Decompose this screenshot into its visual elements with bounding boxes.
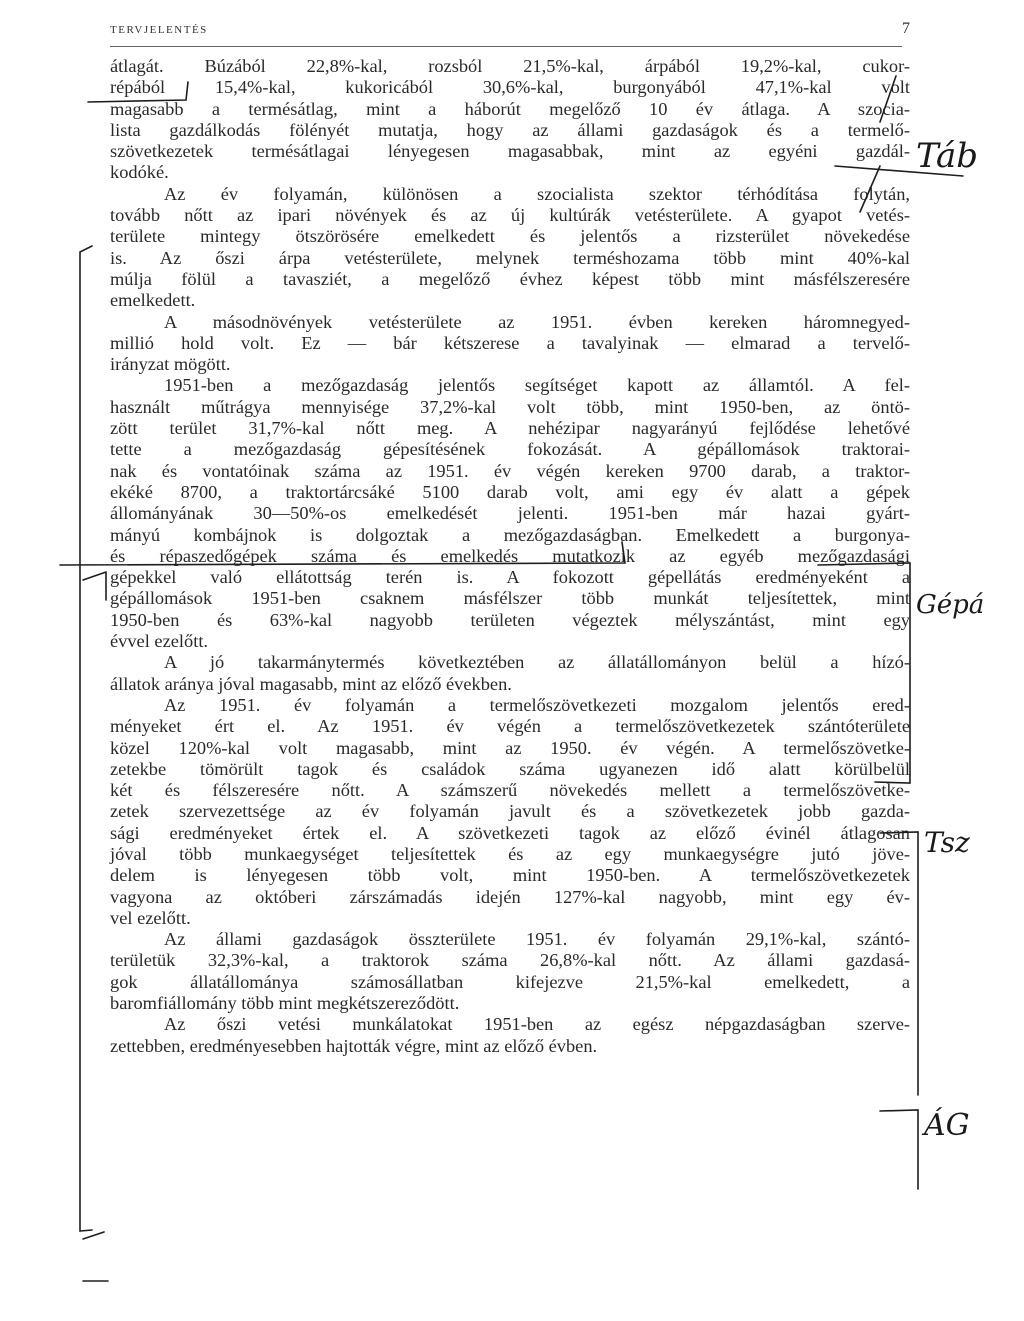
paragraph bbox=[110, 184, 910, 312]
document-body bbox=[110, 56, 910, 1057]
page-header bbox=[110, 22, 910, 48]
text-line: múlja fölül a tavasziét, a megelőző évhez képest több mint másfélszeresére bbox=[110, 268, 910, 289]
text-line: zetekbe tömörült tagok és családok száma ugyanezen idő alatt körülbelül bbox=[110, 758, 910, 779]
text-line: répából 15,4%-kal, kukoricából 30,6%-kal, burgonyából 47,1%-kal volt bbox=[110, 77, 910, 98]
header-rule bbox=[110, 46, 902, 47]
pencil-arrow-left bbox=[83, 572, 106, 600]
text-line: vagyona az októberi zárszámadás idején 127%-kal nagyobb, mint egy év- bbox=[110, 886, 910, 907]
text-line: Az év folyamán, különösen a szocialista szektor térhódítása folytán, bbox=[164, 183, 910, 204]
text-line: baromfiállomány több mint megkétszereződött. bbox=[110, 993, 460, 1014]
margin-note-gepa: Gépá bbox=[916, 590, 985, 620]
text-line: sági eredményeket értek el. A szövetkezeti tagok az előző évinél átlagosan bbox=[110, 822, 910, 843]
page-number: 7 bbox=[902, 20, 910, 37]
text-line: 1950-ben és 63%-kal nagyobb területen végeztek mélyszántást, mint egy bbox=[110, 609, 910, 630]
text-line: állatok aránya jóval magasabb, mint az előző években. bbox=[110, 673, 512, 694]
text-line: millió hold volt. Ez — bár kétszerese a tavalyinak — elmarad a tervelő- bbox=[110, 332, 910, 353]
text-line: állományának 30—50%-os emelkedését jelenti. 1951-ben már hazai gyárt- bbox=[110, 503, 910, 524]
text-line: használt műtrágya mennyisége 37,2%-kal volt több, mint 1950-ben, az öntö- bbox=[110, 396, 910, 417]
pencil-bracket-left bbox=[80, 246, 92, 1231]
text-line: gépekkel való ellátottság terén is. A fokozott gépellátás eredményeként a bbox=[110, 567, 910, 588]
margin-note-tab: Táb bbox=[916, 136, 979, 176]
text-line: két és félszeresére nőtt. A számszerű növekedés mellett a termelőszövetke- bbox=[110, 780, 910, 801]
text-line: A másodnövények vetésterülete az 1951. évben kereken háromnegyed- bbox=[164, 311, 910, 332]
text-line: átlagát. Búzából 22,8%-kal, rozsból 21,5%-kal, árpából 19,2%-kal, cukor- bbox=[110, 56, 910, 76]
pencil-bracket-bottom bbox=[83, 1232, 104, 1239]
text-line: jóval több munkaegységet teljesítettek és az egy munkaegységre jutó jöve- bbox=[110, 843, 910, 864]
text-line: tette a mezőgazdaság gépesítésének fokozását. A gépállomások traktorai- bbox=[110, 439, 910, 460]
paragraph bbox=[110, 929, 910, 1014]
running-title: TERVJELENTÉS bbox=[110, 24, 208, 36]
text-line: területe mintegy ötszörösére emelkedett és jelentős a rizsterület növekedése bbox=[110, 226, 910, 247]
text-line: magasabb a termésátlag, mint a háborút megelőző 10 év átlaga. A szocia- bbox=[110, 98, 910, 119]
text-line: szövetkezetek termésátlagai lényegesen magasabbak, mint az egyéni gazdál- bbox=[110, 141, 910, 162]
text-line: évvel ezelőtt. bbox=[110, 631, 209, 652]
paragraph bbox=[110, 695, 910, 929]
text-line: közel 120%-kal volt magasabb, mint az 1950. év végén. A termelőszövetke- bbox=[110, 737, 910, 758]
text-line: Az őszi vetési munkálatokat 1951-ben az egész népgazdaságban szerve- bbox=[164, 1014, 910, 1035]
text-line: gépállomások 1951-ben csaknem másfélszer több munkát teljesítettek, mint bbox=[110, 588, 910, 609]
text-line: mányú kombájnok is dolgoztak a mezőgazdaságban. Emelkedett a burgonya- bbox=[110, 524, 910, 545]
paragraph bbox=[110, 312, 910, 376]
text-line: nak és vontatóinak száma az 1951. év végén kereken 9700 darab, a traktor- bbox=[110, 460, 910, 481]
text-line: zött terület 31,7%-kal nőtt meg. A nehézipar nagyarányú fejlődése lehetővé bbox=[110, 418, 910, 439]
text-line: gok állatállománya számosállatban kifejezve 21,5%-kal emelkedett, a bbox=[110, 971, 910, 992]
text-line: és répaszedőgépek száma és emelkedés mutatkozik az egyéb mezőgazdasági bbox=[110, 545, 910, 566]
text-line: irányzat mögött. bbox=[110, 354, 231, 375]
text-line: vel ezelőtt. bbox=[110, 907, 191, 928]
text-line: zettebben, eredményesebben hajtották végre, mint az előző évben. bbox=[110, 1035, 598, 1056]
text-line: A jó takarmánytermés következtében az állatállományon belül a hízó- bbox=[164, 652, 910, 673]
text-line: is. Az őszi árpa vetésterülete, melynek terméshozama több mint 40%-kal bbox=[110, 247, 910, 268]
text-line: ményeket ért el. Az 1951. év végén a termelőszövetkezetek szántóterülete bbox=[110, 716, 910, 737]
paragraph bbox=[110, 1014, 910, 1057]
margin-note-tsz: Tsz bbox=[924, 826, 970, 859]
text-line: tovább nőtt az ipari növények és az új kultúrák vetésterülete. A gyapot vetés- bbox=[110, 205, 910, 226]
text-line: Az 1951. év folyamán a termelőszövetkezeti mozgalom jelentős ered- bbox=[164, 694, 910, 715]
text-line: lista gazdálkodás fölényét mutatja, hogy az állami gazdaságok és a termelő- bbox=[110, 119, 910, 140]
paragraph bbox=[110, 56, 910, 184]
text-line: emelkedett. bbox=[110, 290, 196, 311]
text-line: kodóké. bbox=[110, 162, 169, 183]
text-line: Az állami gazdaságok összterülete 1951. év folyamán 29,1%-kal, szántó- bbox=[164, 929, 910, 950]
paragraph bbox=[110, 652, 910, 695]
pencil-box-ag bbox=[880, 1110, 918, 1189]
text-line: 1951-ben a mezőgazdaság jelentős segítséget kapott az államtól. A fel- bbox=[164, 375, 910, 396]
paragraph bbox=[110, 375, 910, 652]
text-line: területük 32,3%-kal, a traktorok száma 26,8%-kal nőtt. Az állami gazdasá- bbox=[110, 950, 910, 971]
text-line: delem is lényegesen több volt, mint 1950-ben. A termelőszövetkezetek bbox=[110, 865, 910, 886]
text-line: zetek szervezettsége az év folyamán javult és a szövetkezetek jobb gazda- bbox=[110, 801, 910, 822]
margin-note-ag: ÁG bbox=[924, 1108, 970, 1143]
text-line: ekéké 8700, a traktortárcsáké 5100 darab volt, ami egy év alatt a gépek bbox=[110, 481, 910, 502]
